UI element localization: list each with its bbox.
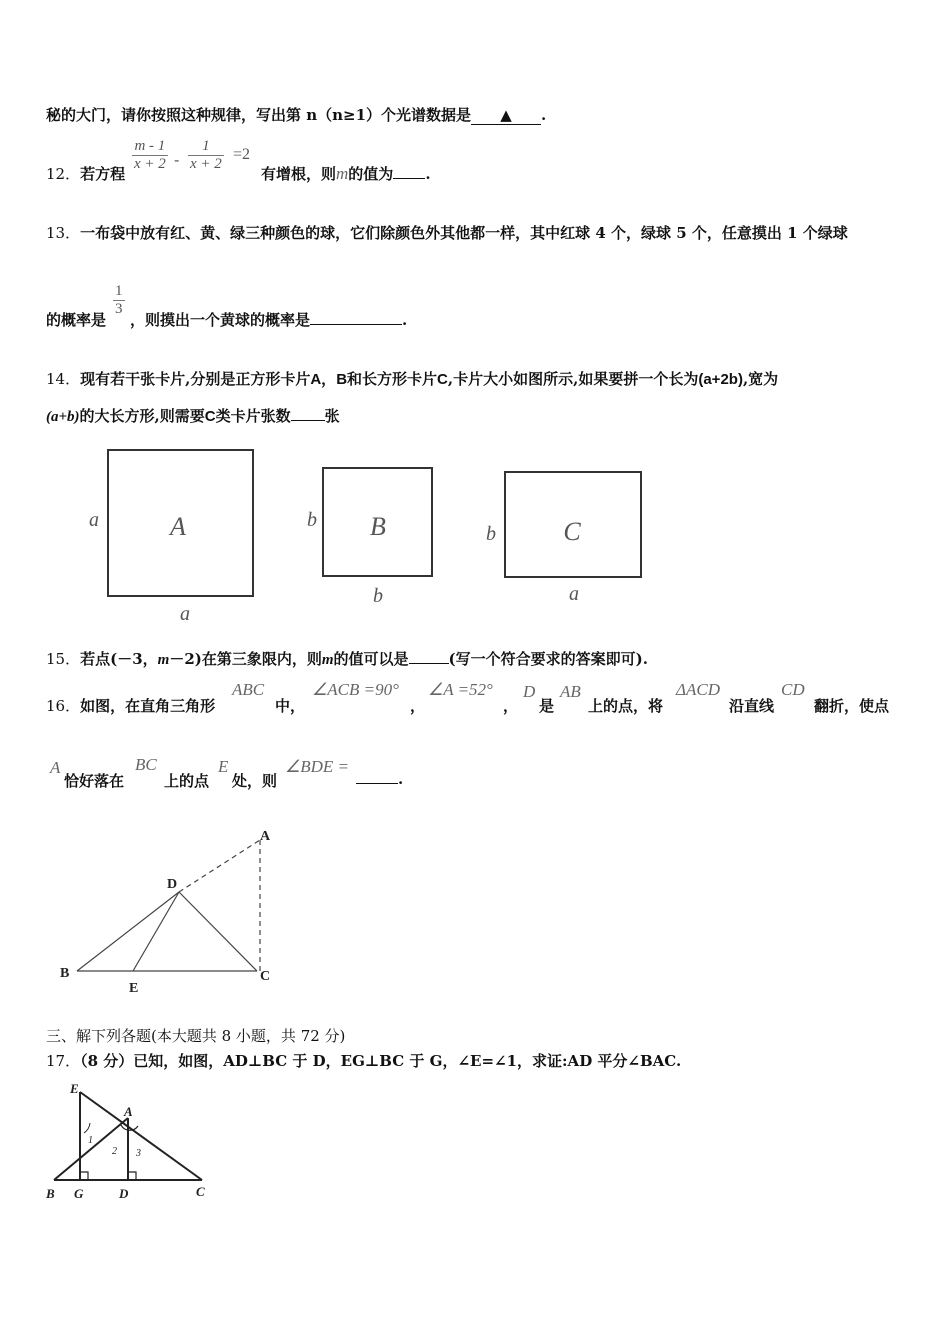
question-17: 17．（8 分）已知，如图，AD⊥BC 于 D，EG⊥BC 于 G，∠E=∠1，求证:AD 平分∠BAC. bbox=[46, 1052, 682, 1070]
label-A: A bbox=[124, 1104, 133, 1119]
q16-blank: . bbox=[356, 770, 403, 788]
q12-equals: =2 bbox=[233, 146, 251, 163]
label-E: E bbox=[70, 1081, 79, 1096]
q16-comma1: ， bbox=[410, 697, 426, 715]
q16-chuze: 处，则 bbox=[232, 772, 278, 790]
q16-shi: 是 bbox=[539, 697, 555, 715]
continued-question-text: 秘的大门，请你按照这种规律，写出第 n（n≥1）个光谱数据是 ▲ . bbox=[46, 106, 547, 124]
q12-minus: - bbox=[174, 150, 180, 169]
label-G: G bbox=[74, 1186, 84, 1201]
q12-fraction-2: $\frac{1}{x + 2}$ bbox=[190, 138, 222, 172]
angle-2-label: 2 bbox=[112, 1146, 117, 1157]
label-D: D bbox=[119, 1186, 129, 1201]
card-a bbox=[89, 450, 253, 620]
label-A: A bbox=[260, 829, 271, 844]
q13-prefix2: 的概率是 bbox=[46, 311, 107, 329]
angle-1-label: 1 bbox=[88, 1135, 93, 1146]
svg-text:b: b bbox=[307, 509, 317, 531]
q14-line-1: 14．现有若干张卡片,分别是正方形卡片A，B和长方形卡片C,卡片大小如图所示,如果要拼一个长为(a+2b),宽为 bbox=[46, 370, 779, 388]
question-15: 15．若点(－3，m－2)在第三象限内，则m的值可以是 (写一个符合要求的答案即可). bbox=[46, 650, 648, 668]
svg-text:a: a bbox=[89, 509, 99, 531]
q13-suffix: ，则摸出一个黄球的概率是 . bbox=[130, 311, 408, 329]
answer-blank: ▲ bbox=[471, 106, 541, 125]
q16-bc: BC bbox=[135, 755, 157, 774]
label-B: B bbox=[46, 1186, 55, 1201]
card-b bbox=[307, 468, 432, 607]
q16-yanzhixian: 沿直线 bbox=[729, 697, 775, 715]
label-D: D bbox=[167, 877, 178, 892]
q16-qiahao: 恰好落在 bbox=[64, 772, 125, 790]
q16-cd: CD bbox=[781, 680, 805, 699]
q16-fanzhe: 翻折，使点 bbox=[814, 697, 890, 715]
label-C: C bbox=[260, 969, 271, 984]
figure-16-triangle bbox=[55, 820, 285, 1000]
q14-line-2: (a+b)的大长方形,则需要C类卡片张数 张 bbox=[46, 407, 340, 425]
q16-shangdian: 上的点 bbox=[164, 772, 210, 790]
q16-a: A bbox=[50, 758, 61, 777]
q16-line-1-start: 16．如图，在直角三角形 bbox=[46, 697, 216, 715]
q13-text: 13．一布袋中放有红、黄、绿三种颜色的球，它们除颜色外其他都一样，其中红球 4 个，绿球 5 个，任意摸出 1 个绿球 bbox=[46, 224, 848, 242]
svg-text:b: b bbox=[373, 585, 383, 607]
q16-zhong: 中， bbox=[275, 697, 306, 715]
card-c bbox=[486, 472, 641, 605]
svg-text:a: a bbox=[180, 603, 190, 620]
svg-text:B: B bbox=[370, 512, 386, 541]
svg-text:A: A bbox=[170, 512, 186, 541]
section-3-title: 三、解下列各题(本大题共 8 小题，共 72 分) bbox=[46, 1027, 346, 1045]
q16-angle-acb: ∠ACB =90° bbox=[312, 680, 399, 699]
q16-d: D bbox=[523, 682, 536, 701]
q16-ab: AB bbox=[560, 682, 581, 701]
figure-17-triangle bbox=[40, 1078, 220, 1203]
q16-tri-acd: ΔACD bbox=[676, 680, 720, 699]
q16-shangdedian: 上的点，将 bbox=[588, 697, 664, 715]
q13-fraction: $\frac{1}{3}$ bbox=[115, 283, 123, 317]
label-C: C bbox=[196, 1184, 205, 1199]
label-E: E bbox=[129, 981, 139, 996]
angle-3-label: 3 bbox=[136, 1148, 141, 1159]
cards-figure bbox=[80, 440, 660, 620]
q16-e: E bbox=[218, 757, 229, 776]
q16-angle-bde: ∠BDE = bbox=[285, 757, 350, 776]
q16-comma2: ， bbox=[503, 697, 519, 715]
svg-text:C: C bbox=[563, 517, 581, 546]
q16-angle-a: ∠A =52° bbox=[428, 680, 493, 699]
svg-text:b: b bbox=[486, 523, 496, 545]
q12-suffix: 有增根，则m的值为 . bbox=[261, 164, 431, 183]
q12-prefix: 12．若方程 bbox=[46, 165, 126, 183]
svg-text:a: a bbox=[569, 583, 579, 605]
label-B: B bbox=[60, 966, 70, 981]
q16-abc: ABC bbox=[232, 680, 265, 699]
q12-fraction-1: $\frac{m - 1}{x + 2}$ bbox=[134, 138, 166, 172]
